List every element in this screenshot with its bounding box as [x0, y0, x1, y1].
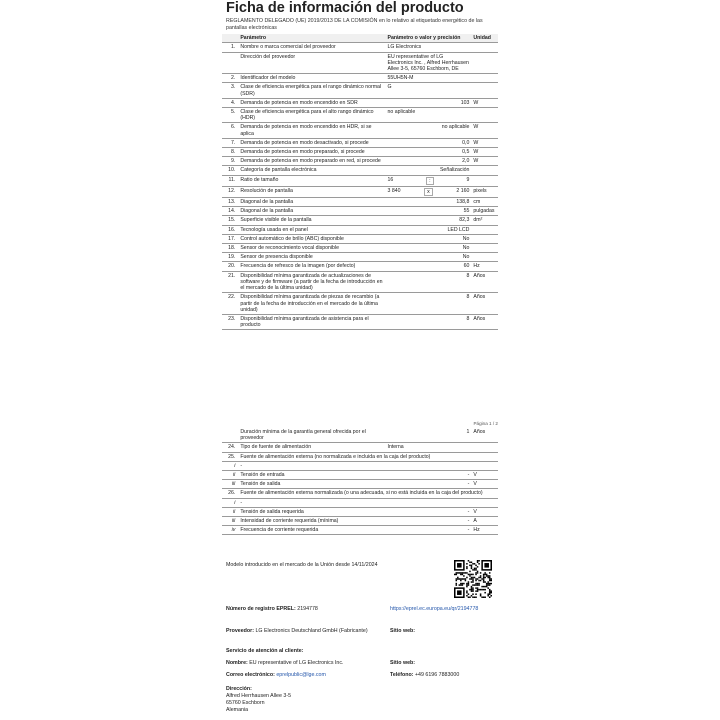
- table-row: [222, 108, 498, 123]
- row-number: 25.: [222, 452, 238, 461]
- table-header-row: [222, 34, 498, 43]
- row-number: iii: [222, 480, 238, 489]
- row-unit: W: [471, 98, 498, 107]
- eprel-row: [226, 606, 318, 613]
- page-number: Página 1 / 2: [473, 421, 498, 426]
- row-value: Interna: [386, 443, 472, 452]
- document-title: Ficha de información del producto: [226, 0, 464, 16]
- supplier-value: LG Electronics Deutschland GmbH (Fabricante): [255, 628, 368, 634]
- row-value: 8: [386, 293, 472, 315]
- row-number: 4.: [222, 98, 238, 107]
- table-row: [222, 148, 498, 157]
- table-row: [222, 157, 498, 166]
- row-parameter: Clase de eficiencia energética para el rango dinámico normal (SDR): [238, 83, 385, 98]
- table-row: [222, 262, 498, 271]
- row-number: 18.: [222, 244, 238, 253]
- row-parameter: Demanda de potencia en modo encendido en SDR: [238, 98, 385, 107]
- row-number: 12.: [222, 186, 238, 197]
- row-parameter: Categoría de pantalla electrónica: [238, 166, 385, 175]
- table-row: [222, 507, 498, 516]
- row-value: 8: [386, 314, 472, 329]
- row-unit: V: [471, 471, 498, 480]
- row-number: 15.: [222, 216, 238, 225]
- table-row: [222, 52, 498, 74]
- table-row: [222, 166, 498, 175]
- email-row: [226, 672, 326, 679]
- row-value: 0,0: [386, 138, 472, 147]
- row-unit: dm²: [471, 216, 498, 225]
- row-parameter: Superficie visible de la pantalla: [238, 216, 385, 225]
- table-row: [222, 471, 498, 480]
- row-parameter: Disponibilidad mínima garantizada de piezas de recambio (a partir de la fecha de introducción en el mercado de la última unidad): [238, 293, 385, 315]
- row-parameter: Tecnología usada en el panel: [238, 225, 385, 234]
- row-number: 19.: [222, 253, 238, 262]
- row-parameter: Demanda de potencia en modo preparado, si procede: [238, 148, 385, 157]
- row-unit: pulgadas: [471, 207, 498, 216]
- row-unit: V: [471, 507, 498, 516]
- table-row: [222, 498, 498, 507]
- row-number: i: [222, 461, 238, 470]
- row-parameter: Disponibilidad mínima garantizada de asistencia para el producto: [238, 314, 385, 329]
- row-parameter: Clase de eficiencia energética para el alto rango dinámico (HDR): [238, 108, 385, 123]
- row-parameter: Disponibilidad mínima garantizada de actualizaciones de software y de firmware (a partir de la fecha de introducción en el mercado de la última unidad): [238, 271, 385, 293]
- row-value: [386, 461, 472, 470]
- row-parameter: Duración mínima de la garantía general ofrecida por el proveedor: [238, 428, 385, 443]
- address-block: [226, 686, 291, 714]
- table-row: [222, 43, 498, 52]
- table-row: [222, 253, 498, 262]
- address-line-1: Alfred Herrhausen Allee 3-5: [226, 693, 292, 699]
- row-value: [386, 175, 472, 186]
- row-unit: [471, 443, 498, 452]
- row-value: [386, 186, 472, 197]
- ratio-part: 2 160: [456, 187, 470, 194]
- row-parameter: Diagonal de la pantalla: [238, 207, 385, 216]
- header-number: [222, 34, 238, 43]
- row-parameter: Demanda de potencia en modo encendido en HDR, si se aplica: [238, 123, 385, 138]
- row-value: -: [386, 507, 472, 516]
- row-parameter: Dirección del proveedor: [238, 52, 385, 74]
- table-row: [222, 98, 498, 107]
- ratio-part: :: [426, 177, 433, 185]
- market-intro-date: Modelo introducido en el mercado de la Unión desde 14/11/2024: [226, 562, 378, 568]
- supplier-label: Proveedor:: [226, 628, 254, 634]
- row-number: 23.: [222, 314, 238, 329]
- supplier-row: [226, 628, 376, 635]
- row-number: i: [222, 498, 238, 507]
- row-number: 26.: [222, 489, 238, 498]
- table-row: [222, 526, 498, 535]
- row-parameter: Resolución de pantalla: [238, 186, 385, 197]
- address-line-2: 65760 Eschborn: [226, 700, 265, 706]
- product-info-sheet-page-1: [222, 0, 498, 412]
- row-number: [222, 428, 238, 443]
- row-unit: [471, 52, 498, 74]
- row-number: 3.: [222, 83, 238, 98]
- row-unit: W: [471, 123, 498, 138]
- row-number: 17.: [222, 234, 238, 243]
- ratio-part: 16: [387, 176, 394, 183]
- row-number: 22.: [222, 293, 238, 315]
- row-unit: Años: [471, 271, 498, 293]
- specification-table: [222, 34, 498, 330]
- service-label: Servicio de atención al cliente:: [226, 648, 304, 654]
- row-number: ii: [222, 471, 238, 480]
- row-number: iii: [222, 517, 238, 526]
- row-value: no aplicable: [386, 108, 472, 123]
- row-parameter: Frecuencia de corriente requerida: [238, 526, 385, 535]
- row-parameter: Diagonal de la pantalla: [238, 198, 385, 207]
- ratio-values: [388, 188, 470, 196]
- header-value: Parámetro o valor y precisión: [386, 34, 472, 43]
- row-value: No: [386, 253, 472, 262]
- ratio-part: 3 840: [387, 187, 401, 194]
- row-number: iv: [222, 526, 238, 535]
- table-row: [222, 123, 498, 138]
- row-parameter: Ratio de tamaño: [238, 175, 385, 186]
- regulation-subtitle: REGLAMENTO DELEGADO (UE) 2019/2013 DE LA COMISIÓN en lo relativo al etiquetado energético de las pantallas electrónicas: [226, 18, 483, 31]
- eprel-value: 2194778: [297, 606, 318, 612]
- row-value: -: [386, 471, 472, 480]
- row-number: [222, 52, 238, 74]
- row-parameter: Demanda de potencia en modo preparado en red, si procede: [238, 157, 385, 166]
- row-unit: pixels: [471, 186, 498, 197]
- phone-value: +49 6196 7883000: [414, 672, 460, 678]
- table-row: [222, 517, 498, 526]
- row-value: -: [386, 526, 472, 535]
- service-name-row: [226, 660, 343, 667]
- address-label: Dirección:: [226, 686, 252, 692]
- row-number: 11.: [222, 175, 238, 186]
- row-unit: [471, 498, 498, 507]
- table-row: [222, 207, 498, 216]
- row-number: 20.: [222, 262, 238, 271]
- row-unit: W: [471, 138, 498, 147]
- row-unit: cm: [471, 198, 498, 207]
- row-parameter: Sensor de reconocimiento vocal disponible: [238, 244, 385, 253]
- row-value: [386, 498, 472, 507]
- row-unit: W: [471, 148, 498, 157]
- email-link[interactable]: eprelpublic@lge.com: [276, 672, 326, 678]
- row-unit: Años: [471, 314, 498, 329]
- ratio-part: x: [424, 188, 433, 196]
- product-info-sheet-page-2: [222, 428, 498, 535]
- row-parameter: Demanda de potencia en modo desactivado, si procede: [238, 138, 385, 147]
- row-parameter: -: [238, 461, 385, 470]
- row-number: 14.: [222, 207, 238, 216]
- row-number: 6.: [222, 123, 238, 138]
- row-value: no aplicable: [386, 123, 472, 138]
- row-number: 7.: [222, 138, 238, 147]
- table-row: [222, 186, 498, 197]
- row-parameter: Tensión de entrada: [238, 471, 385, 480]
- phone-row: [390, 672, 459, 679]
- row-value: Señalización: [386, 166, 472, 175]
- table-row: [222, 452, 498, 461]
- table-row: [222, 234, 498, 243]
- website2-label: Sitio web:: [390, 660, 416, 666]
- phone-label: Teléfono:: [390, 672, 414, 678]
- row-parameter: -: [238, 498, 385, 507]
- row-parameter: Frecuencia de refresco de la imagen (por defecto): [238, 262, 385, 271]
- table-row: [222, 216, 498, 225]
- row-number: 21.: [222, 271, 238, 293]
- row-value: No: [386, 244, 472, 253]
- row-parameter: Identificador del modelo: [238, 74, 385, 83]
- row-unit: [471, 108, 498, 123]
- row-value: EU representative of LG Electronics Inc. , Alfred Herrhausen Allee 3-5, 65760 Eschborn, DE: [386, 52, 472, 74]
- power-supply-table: [222, 428, 498, 535]
- row-unit: W: [471, 157, 498, 166]
- row-value: 8: [386, 271, 472, 293]
- row-value: 0,5: [386, 148, 472, 157]
- table-row: [222, 225, 498, 234]
- row-number: 10.: [222, 166, 238, 175]
- row-unit: Años: [471, 428, 498, 443]
- ratio-values: [388, 177, 470, 185]
- row-unit: [471, 461, 498, 470]
- row-value: 82,3: [386, 216, 472, 225]
- row-parameter: Sensor de presencia disponible: [238, 253, 385, 262]
- header-parameter: Parámetro: [238, 34, 385, 43]
- row-parameter: Intensidad de corriente requerida (mínima): [238, 517, 385, 526]
- row-unit: Hz: [471, 526, 498, 535]
- row-parameter: Tensión de salida requerida: [238, 507, 385, 516]
- row-unit: [471, 166, 498, 175]
- row-value: 55: [386, 207, 472, 216]
- service-name-value: EU representative of LG Electronics Inc.: [249, 660, 344, 666]
- row-unit: [471, 175, 498, 186]
- row-number: 5.: [222, 108, 238, 123]
- row-unit: Años: [471, 293, 498, 315]
- row-number: 8.: [222, 148, 238, 157]
- row-number: 13.: [222, 198, 238, 207]
- table-row: [222, 271, 498, 293]
- row-unit: V: [471, 480, 498, 489]
- supplier-info-section: [222, 554, 498, 720]
- table-row: [222, 175, 498, 186]
- row-value: 60: [386, 262, 472, 271]
- table-row: [222, 443, 498, 452]
- row-number: 24.: [222, 443, 238, 452]
- table-row: [222, 244, 498, 253]
- row-value: -: [386, 517, 472, 526]
- table-row: [222, 83, 498, 98]
- email-label: Correo electrónico:: [226, 672, 275, 678]
- row-parameter: Tipo de fuente de alimentación: [238, 443, 385, 452]
- row-parameter: Control automático de brillo (ABC) disponible: [238, 234, 385, 243]
- row-parameter: Tensión de salida: [238, 480, 385, 489]
- row-unit: [471, 43, 498, 52]
- row-parameter: Nombre o marca comercial del proveedor: [238, 43, 385, 52]
- table-row: [222, 74, 498, 83]
- row-group-label: Fuente de alimentación externa (no normalizada e incluida en la caja del producto): [238, 452, 498, 461]
- row-unit: [471, 74, 498, 83]
- table-row: [222, 314, 498, 329]
- row-value: 138,8: [386, 198, 472, 207]
- row-unit: [471, 253, 498, 262]
- ratio-part: 9: [466, 176, 470, 183]
- row-value: LED LCD: [386, 225, 472, 234]
- row-group-label: Fuente de alimentación externa normalizada (o una adecuada, si no está incluida en la caja del producto): [238, 489, 498, 498]
- table-row: [222, 138, 498, 147]
- table-row: [222, 489, 498, 498]
- service-name-label: Nombre:: [226, 660, 248, 666]
- row-value: No: [386, 234, 472, 243]
- eprel-label: Número de registro EPREL:: [226, 606, 296, 612]
- eprel-link[interactable]: https://eprel.ec.europa.eu/qr/2194778: [390, 606, 479, 612]
- website-label: Sitio web:: [390, 628, 416, 634]
- row-value: 103: [386, 98, 472, 107]
- table-row: [222, 461, 498, 470]
- row-value: 2,0: [386, 157, 472, 166]
- row-number: 2.: [222, 74, 238, 83]
- qr-code-icon[interactable]: [454, 560, 492, 598]
- row-unit: A: [471, 517, 498, 526]
- row-number: 9.: [222, 157, 238, 166]
- row-value: 55UH5N-M: [386, 74, 472, 83]
- row-unit: [471, 83, 498, 98]
- table-row: [222, 480, 498, 489]
- row-unit: Hz: [471, 262, 498, 271]
- header-unit: Unidad: [471, 34, 498, 43]
- row-number: 16.: [222, 225, 238, 234]
- row-value: G: [386, 83, 472, 98]
- row-value: -: [386, 480, 472, 489]
- row-number: ii: [222, 507, 238, 516]
- row-value: 1: [386, 428, 472, 443]
- row-value: LG Electronics: [386, 43, 472, 52]
- row-unit: [471, 225, 498, 234]
- table-row: [222, 198, 498, 207]
- row-number: 1.: [222, 43, 238, 52]
- table-row: [222, 428, 498, 443]
- table-row: [222, 293, 498, 315]
- row-unit: [471, 234, 498, 243]
- row-unit: [471, 244, 498, 253]
- address-line-3: Alemania: [226, 707, 249, 713]
